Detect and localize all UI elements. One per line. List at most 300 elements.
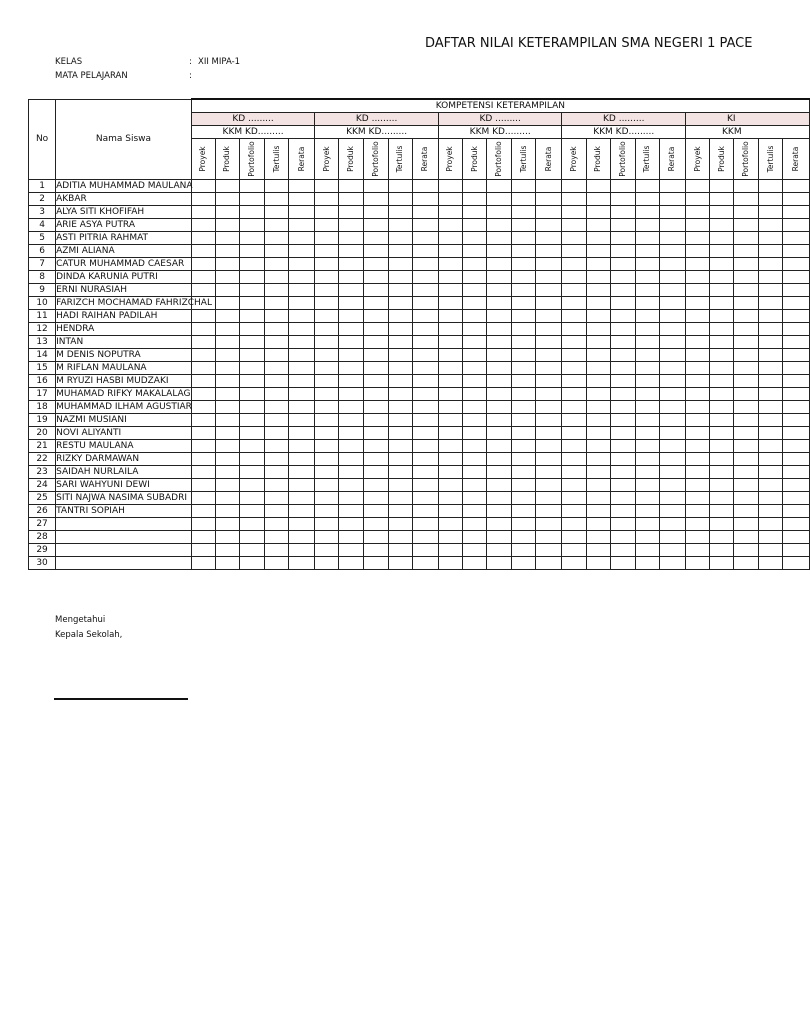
grade-cell[interactable] — [388, 271, 412, 284]
grade-cell[interactable] — [289, 323, 315, 336]
grade-cell[interactable] — [463, 193, 487, 206]
grade-cell[interactable] — [289, 518, 315, 531]
grade-cell[interactable] — [635, 466, 659, 479]
grade-cell[interactable] — [659, 544, 685, 557]
grade-cell[interactable] — [512, 271, 536, 284]
grade-cell[interactable] — [412, 271, 438, 284]
grade-cell[interactable] — [315, 349, 339, 362]
grade-cell[interactable] — [438, 297, 462, 310]
grade-cell[interactable] — [215, 362, 239, 375]
grade-cell[interactable] — [463, 271, 487, 284]
grade-cell[interactable] — [289, 453, 315, 466]
grade-cell[interactable] — [487, 544, 512, 557]
grade-cell[interactable] — [289, 271, 315, 284]
grade-cell[interactable] — [315, 414, 339, 427]
grade-cell[interactable] — [265, 310, 289, 323]
grade-cell[interactable] — [686, 427, 710, 440]
grade-cell[interactable] — [586, 453, 610, 466]
grade-cell[interactable] — [412, 557, 438, 570]
grade-cell[interactable] — [610, 271, 635, 284]
grade-cell[interactable] — [659, 440, 685, 453]
grade-cell[interactable] — [710, 557, 734, 570]
grade-cell[interactable] — [438, 362, 462, 375]
grade-cell[interactable] — [635, 362, 659, 375]
grade-cell[interactable] — [635, 180, 659, 193]
grade-cell[interactable] — [783, 375, 810, 388]
grade-cell[interactable] — [215, 544, 239, 557]
grade-cell[interactable] — [562, 518, 586, 531]
grade-cell[interactable] — [562, 193, 586, 206]
grade-cell[interactable] — [487, 401, 512, 414]
grade-cell[interactable] — [388, 518, 412, 531]
grade-cell[interactable] — [315, 375, 339, 388]
grade-cell[interactable] — [586, 284, 610, 297]
grade-cell[interactable] — [265, 518, 289, 531]
grade-cell[interactable] — [659, 375, 685, 388]
grade-cell[interactable] — [710, 440, 734, 453]
grade-cell[interactable] — [686, 375, 710, 388]
grade-cell[interactable] — [339, 323, 363, 336]
grade-cell[interactable] — [265, 492, 289, 505]
grade-cell[interactable] — [610, 479, 635, 492]
grade-cell[interactable] — [240, 453, 265, 466]
grade-cell[interactable] — [289, 427, 315, 440]
grade-cell[interactable] — [759, 310, 783, 323]
grade-cell[interactable] — [659, 362, 685, 375]
grade-cell[interactable] — [635, 518, 659, 531]
grade-cell[interactable] — [759, 219, 783, 232]
grade-cell[interactable] — [240, 219, 265, 232]
grade-cell[interactable] — [215, 453, 239, 466]
grade-cell[interactable] — [659, 388, 685, 401]
grade-cell[interactable] — [289, 401, 315, 414]
grade-cell[interactable] — [191, 427, 215, 440]
grade-cell[interactable] — [315, 180, 339, 193]
grade-cell[interactable] — [512, 440, 536, 453]
grade-cell[interactable] — [215, 518, 239, 531]
grade-cell[interactable] — [487, 427, 512, 440]
grade-cell[interactable] — [339, 284, 363, 297]
grade-cell[interactable] — [388, 557, 412, 570]
grade-cell[interactable] — [388, 245, 412, 258]
grade-cell[interactable] — [536, 375, 562, 388]
grade-cell[interactable] — [783, 453, 810, 466]
grade-cell[interactable] — [659, 349, 685, 362]
grade-cell[interactable] — [686, 336, 710, 349]
grade-cell[interactable] — [734, 245, 759, 258]
grade-cell[interactable] — [487, 180, 512, 193]
grade-cell[interactable] — [586, 362, 610, 375]
grade-cell[interactable] — [191, 375, 215, 388]
grade-cell[interactable] — [512, 401, 536, 414]
grade-cell[interactable] — [438, 427, 462, 440]
grade-cell[interactable] — [463, 375, 487, 388]
grade-cell[interactable] — [191, 414, 215, 427]
grade-cell[interactable] — [240, 557, 265, 570]
grade-cell[interactable] — [635, 193, 659, 206]
grade-cell[interactable] — [586, 492, 610, 505]
grade-cell[interactable] — [536, 401, 562, 414]
grade-cell[interactable] — [363, 219, 388, 232]
grade-cell[interactable] — [289, 466, 315, 479]
grade-cell[interactable] — [610, 466, 635, 479]
grade-cell[interactable] — [562, 440, 586, 453]
grade-cell[interactable] — [635, 284, 659, 297]
grade-cell[interactable] — [536, 310, 562, 323]
grade-cell[interactable] — [586, 219, 610, 232]
grade-cell[interactable] — [388, 284, 412, 297]
grade-cell[interactable] — [536, 466, 562, 479]
grade-cell[interactable] — [240, 323, 265, 336]
grade-cell[interactable] — [315, 479, 339, 492]
grade-cell[interactable] — [339, 349, 363, 362]
grade-cell[interactable] — [759, 401, 783, 414]
grade-cell[interactable] — [586, 206, 610, 219]
grade-cell[interactable] — [686, 271, 710, 284]
grade-cell[interactable] — [536, 271, 562, 284]
grade-cell[interactable] — [512, 505, 536, 518]
grade-cell[interactable] — [610, 544, 635, 557]
grade-cell[interactable] — [240, 544, 265, 557]
grade-cell[interactable] — [759, 362, 783, 375]
grade-cell[interactable] — [289, 557, 315, 570]
grade-cell[interactable] — [659, 193, 685, 206]
grade-cell[interactable] — [686, 492, 710, 505]
grade-cell[interactable] — [783, 193, 810, 206]
grade-cell[interactable] — [536, 323, 562, 336]
grade-cell[interactable] — [734, 219, 759, 232]
grade-cell[interactable] — [710, 219, 734, 232]
grade-cell[interactable] — [412, 440, 438, 453]
grade-cell[interactable] — [412, 336, 438, 349]
grade-cell[interactable] — [586, 440, 610, 453]
grade-cell[interactable] — [339, 388, 363, 401]
grade-cell[interactable] — [412, 427, 438, 440]
grade-cell[interactable] — [463, 349, 487, 362]
grade-cell[interactable] — [463, 206, 487, 219]
grade-cell[interactable] — [759, 518, 783, 531]
grade-cell[interactable] — [635, 206, 659, 219]
grade-cell[interactable] — [734, 531, 759, 544]
grade-cell[interactable] — [339, 271, 363, 284]
grade-cell[interactable] — [635, 401, 659, 414]
grade-cell[interactable] — [265, 245, 289, 258]
grade-cell[interactable] — [215, 466, 239, 479]
grade-cell[interactable] — [240, 180, 265, 193]
grade-cell[interactable] — [412, 180, 438, 193]
grade-cell[interactable] — [686, 284, 710, 297]
grade-cell[interactable] — [265, 557, 289, 570]
grade-cell[interactable] — [289, 414, 315, 427]
grade-cell[interactable] — [562, 258, 586, 271]
grade-cell[interactable] — [759, 544, 783, 557]
grade-cell[interactable] — [562, 271, 586, 284]
grade-cell[interactable] — [463, 388, 487, 401]
grade-cell[interactable] — [783, 323, 810, 336]
grade-cell[interactable] — [610, 349, 635, 362]
grade-cell[interactable] — [635, 440, 659, 453]
grade-cell[interactable] — [783, 219, 810, 232]
grade-cell[interactable] — [438, 531, 462, 544]
grade-cell[interactable] — [536, 206, 562, 219]
grade-cell[interactable] — [562, 388, 586, 401]
grade-cell[interactable] — [610, 518, 635, 531]
grade-cell[interactable] — [438, 180, 462, 193]
grade-cell[interactable] — [487, 245, 512, 258]
grade-cell[interactable] — [315, 492, 339, 505]
grade-cell[interactable] — [659, 505, 685, 518]
grade-cell[interactable] — [289, 297, 315, 310]
grade-cell[interactable] — [659, 427, 685, 440]
grade-cell[interactable] — [586, 531, 610, 544]
grade-cell[interactable] — [412, 479, 438, 492]
grade-cell[interactable] — [536, 284, 562, 297]
grade-cell[interactable] — [610, 206, 635, 219]
grade-cell[interactable] — [363, 453, 388, 466]
grade-cell[interactable] — [388, 180, 412, 193]
grade-cell[interactable] — [783, 518, 810, 531]
grade-cell[interactable] — [265, 180, 289, 193]
grade-cell[interactable] — [240, 258, 265, 271]
grade-cell[interactable] — [512, 466, 536, 479]
grade-cell[interactable] — [240, 284, 265, 297]
grade-cell[interactable] — [783, 557, 810, 570]
grade-cell[interactable] — [734, 388, 759, 401]
grade-cell[interactable] — [339, 375, 363, 388]
grade-cell[interactable] — [438, 414, 462, 427]
grade-cell[interactable] — [635, 271, 659, 284]
grade-cell[interactable] — [289, 362, 315, 375]
grade-cell[interactable] — [512, 453, 536, 466]
grade-cell[interactable] — [265, 531, 289, 544]
grade-cell[interactable] — [388, 531, 412, 544]
grade-cell[interactable] — [240, 245, 265, 258]
grade-cell[interactable] — [536, 245, 562, 258]
grade-cell[interactable] — [610, 245, 635, 258]
grade-cell[interactable] — [487, 232, 512, 245]
grade-cell[interactable] — [610, 180, 635, 193]
grade-cell[interactable] — [512, 375, 536, 388]
grade-cell[interactable] — [536, 479, 562, 492]
grade-cell[interactable] — [759, 466, 783, 479]
grade-cell[interactable] — [635, 245, 659, 258]
grade-cell[interactable] — [191, 544, 215, 557]
grade-cell[interactable] — [388, 492, 412, 505]
grade-cell[interactable] — [388, 388, 412, 401]
grade-cell[interactable] — [659, 297, 685, 310]
grade-cell[interactable] — [734, 180, 759, 193]
grade-cell[interactable] — [686, 557, 710, 570]
grade-cell[interactable] — [734, 557, 759, 570]
grade-cell[interactable] — [610, 505, 635, 518]
grade-cell[interactable] — [463, 362, 487, 375]
grade-cell[interactable] — [783, 388, 810, 401]
grade-cell[interactable] — [412, 401, 438, 414]
grade-cell[interactable] — [734, 310, 759, 323]
grade-cell[interactable] — [438, 193, 462, 206]
grade-cell[interactable] — [240, 479, 265, 492]
grade-cell[interactable] — [586, 557, 610, 570]
grade-cell[interactable] — [289, 505, 315, 518]
grade-cell[interactable] — [191, 388, 215, 401]
grade-cell[interactable] — [635, 544, 659, 557]
grade-cell[interactable] — [339, 232, 363, 245]
grade-cell[interactable] — [512, 284, 536, 297]
grade-cell[interactable] — [586, 505, 610, 518]
grade-cell[interactable] — [215, 180, 239, 193]
grade-cell[interactable] — [536, 544, 562, 557]
grade-cell[interactable] — [289, 375, 315, 388]
grade-cell[interactable] — [586, 401, 610, 414]
grade-cell[interactable] — [487, 219, 512, 232]
grade-cell[interactable] — [659, 310, 685, 323]
grade-cell[interactable] — [686, 180, 710, 193]
grade-cell[interactable] — [215, 297, 239, 310]
grade-cell[interactable] — [659, 466, 685, 479]
grade-cell[interactable] — [610, 219, 635, 232]
grade-cell[interactable] — [215, 271, 239, 284]
grade-cell[interactable] — [215, 414, 239, 427]
grade-cell[interactable] — [412, 193, 438, 206]
grade-cell[interactable] — [635, 232, 659, 245]
grade-cell[interactable] — [635, 375, 659, 388]
grade-cell[interactable] — [315, 258, 339, 271]
grade-cell[interactable] — [240, 362, 265, 375]
grade-cell[interactable] — [635, 310, 659, 323]
grade-cell[interactable] — [388, 258, 412, 271]
grade-cell[interactable] — [734, 427, 759, 440]
grade-cell[interactable] — [265, 453, 289, 466]
grade-cell[interactable] — [215, 375, 239, 388]
grade-cell[interactable] — [191, 206, 215, 219]
grade-cell[interactable] — [512, 349, 536, 362]
grade-cell[interactable] — [586, 258, 610, 271]
grade-cell[interactable] — [388, 193, 412, 206]
grade-cell[interactable] — [191, 258, 215, 271]
grade-cell[interactable] — [215, 492, 239, 505]
grade-cell[interactable] — [734, 271, 759, 284]
grade-cell[interactable] — [339, 531, 363, 544]
grade-cell[interactable] — [388, 505, 412, 518]
grade-cell[interactable] — [710, 544, 734, 557]
grade-cell[interactable] — [363, 297, 388, 310]
grade-cell[interactable] — [512, 427, 536, 440]
grade-cell[interactable] — [388, 414, 412, 427]
grade-cell[interactable] — [438, 388, 462, 401]
grade-cell[interactable] — [610, 453, 635, 466]
grade-cell[interactable] — [363, 388, 388, 401]
grade-cell[interactable] — [265, 414, 289, 427]
grade-cell[interactable] — [315, 206, 339, 219]
grade-cell[interactable] — [363, 271, 388, 284]
grade-cell[interactable] — [191, 284, 215, 297]
grade-cell[interactable] — [191, 401, 215, 414]
grade-cell[interactable] — [659, 518, 685, 531]
grade-cell[interactable] — [438, 466, 462, 479]
grade-cell[interactable] — [289, 180, 315, 193]
grade-cell[interactable] — [710, 466, 734, 479]
grade-cell[interactable] — [586, 271, 610, 284]
grade-cell[interactable] — [240, 492, 265, 505]
grade-cell[interactable] — [783, 180, 810, 193]
grade-cell[interactable] — [363, 505, 388, 518]
grade-cell[interactable] — [412, 323, 438, 336]
grade-cell[interactable] — [265, 505, 289, 518]
grade-cell[interactable] — [265, 206, 289, 219]
grade-cell[interactable] — [686, 531, 710, 544]
grade-cell[interactable] — [215, 258, 239, 271]
grade-cell[interactable] — [610, 401, 635, 414]
grade-cell[interactable] — [759, 505, 783, 518]
grade-cell[interactable] — [562, 531, 586, 544]
grade-cell[interactable] — [191, 245, 215, 258]
grade-cell[interactable] — [536, 557, 562, 570]
grade-cell[interactable] — [586, 479, 610, 492]
grade-cell[interactable] — [759, 245, 783, 258]
grade-cell[interactable] — [240, 440, 265, 453]
grade-cell[interactable] — [710, 518, 734, 531]
grade-cell[interactable] — [240, 414, 265, 427]
grade-cell[interactable] — [412, 284, 438, 297]
grade-cell[interactable] — [734, 505, 759, 518]
grade-cell[interactable] — [710, 297, 734, 310]
grade-cell[interactable] — [487, 453, 512, 466]
grade-cell[interactable] — [562, 362, 586, 375]
grade-cell[interactable] — [240, 518, 265, 531]
grade-cell[interactable] — [610, 258, 635, 271]
grade-cell[interactable] — [463, 323, 487, 336]
grade-cell[interactable] — [315, 531, 339, 544]
grade-cell[interactable] — [783, 401, 810, 414]
grade-cell[interactable] — [463, 297, 487, 310]
grade-cell[interactable] — [783, 271, 810, 284]
grade-cell[interactable] — [710, 427, 734, 440]
grade-cell[interactable] — [438, 544, 462, 557]
grade-cell[interactable] — [759, 180, 783, 193]
grade-cell[interactable] — [215, 505, 239, 518]
grade-cell[interactable] — [635, 479, 659, 492]
grade-cell[interactable] — [363, 258, 388, 271]
grade-cell[interactable] — [363, 492, 388, 505]
grade-cell[interactable] — [315, 323, 339, 336]
grade-cell[interactable] — [562, 219, 586, 232]
grade-cell[interactable] — [686, 245, 710, 258]
grade-cell[interactable] — [191, 362, 215, 375]
grade-cell[interactable] — [686, 232, 710, 245]
grade-cell[interactable] — [438, 245, 462, 258]
grade-cell[interactable] — [562, 453, 586, 466]
grade-cell[interactable] — [339, 310, 363, 323]
grade-cell[interactable] — [289, 284, 315, 297]
grade-cell[interactable] — [686, 258, 710, 271]
grade-cell[interactable] — [536, 219, 562, 232]
grade-cell[interactable] — [710, 284, 734, 297]
grade-cell[interactable] — [512, 258, 536, 271]
grade-cell[interactable] — [315, 453, 339, 466]
grade-cell[interactable] — [463, 453, 487, 466]
grade-cell[interactable] — [783, 544, 810, 557]
grade-cell[interactable] — [339, 401, 363, 414]
grade-cell[interactable] — [512, 531, 536, 544]
grade-cell[interactable] — [339, 466, 363, 479]
grade-cell[interactable] — [659, 258, 685, 271]
grade-cell[interactable] — [710, 349, 734, 362]
grade-cell[interactable] — [363, 284, 388, 297]
grade-cell[interactable] — [734, 193, 759, 206]
grade-cell[interactable] — [388, 206, 412, 219]
grade-cell[interactable] — [610, 375, 635, 388]
grade-cell[interactable] — [759, 284, 783, 297]
